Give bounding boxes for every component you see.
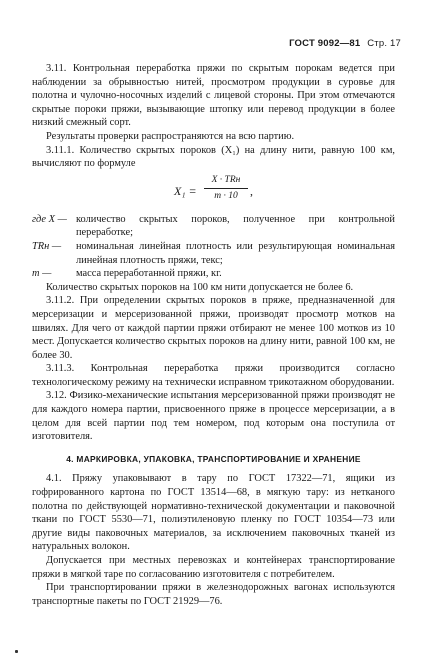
formula-denominator: m · 10 (214, 191, 238, 202)
definition-term: TRн — (32, 240, 62, 252)
formula-comma: , (250, 183, 253, 198)
scan-speck (15, 650, 18, 653)
formula-lhs: X₁ = (174, 183, 197, 198)
paragraph-3-11: 3.11. Контрольная переработка пряжи по скрытым порокам ведется при наблюдении за обрывностью нитей, просмотром продукции в суровье для полотна и чулочно-носочных изделий с лицевой стороны. При этом отмечаются скрытые пороки пряжи, вызывающие штопку или перевод продукции в более низкий смежный сорт. (32, 63, 395, 129)
paragraph-3-12: 3.12. Физико-механические испытания мерсеризованной пряжи производят не для каждого номера партии, присвоенного пряже в процессе мерсеризации, а в целом для всей партии под тем номером, под которым она поступила от изготовителя. (32, 390, 395, 443)
definition-term: где X — (32, 213, 67, 225)
variable-definitions (32, 213, 395, 281)
paragraph-rail: При транспортировании пряжи в железнодорожных вагонах используются транспортные пакеты по ГОСТ 21929—76. (32, 582, 395, 607)
definition-x (32, 213, 395, 240)
definition-text: масса переработанной пряжи, кг. (76, 268, 222, 280)
paragraph-4-1: 4.1. Пряжу упаковывают в тару по ГОСТ 17322—71, ящики из гофрированного картона по ГОСТ 13514—68, в мягкую тару: из нетканого полотна по действующей нормативно-технической документации и паковочной ткани по ГОСТ 5530—71, полиэтиленовую пленку по ГОСТ 10354—73 или другие виды паковочных материалов, за исключением паковочных тканей из натуральных волокон. (32, 473, 395, 553)
page-number: Стр. 17 (367, 38, 401, 49)
paragraph-3-11-3: 3.11.3. Контрольная переработка пряжи производится согласно технологическому режиму на технически исправном трикотажном оборудовании. (32, 363, 395, 388)
standard-number: ГОСТ 9092—81 (289, 38, 361, 49)
paragraph-transport: Допускается при местных перевозках и контейнерах транспортирование пряжи в мягкой таре по согласованию изготовителя с потребителем. (32, 555, 395, 580)
paragraph-count: Количество скрытых пороков на 100 км нити допускается не более 6. (46, 281, 354, 293)
formula-fraction (204, 174, 248, 204)
document-body (32, 62, 395, 608)
definition-text: количество скрытых пороков, полученное при контрольной переработке; (76, 213, 395, 239)
paragraph-3-11-2: 3.11.2. При определении скрытых пороков в пряже, предназначенной для мерсеризации и мерсеризованной пряжи, производят просмотр мотков на швилях. Для чего от каждой партии пряжи отбирают не менее 100 мотков из 10 мест. Допускается количество скрытых пороков на длину нити, равной 100 км, не более 30. (32, 295, 395, 361)
formula (32, 172, 395, 212)
definition-text: номинальная линейная плотность или результирующая номинальная линейная плотность пряжи, текс; (76, 240, 395, 266)
paragraph-3-11-1: 3.11.1. Количество скрытых пороков (X₁) на длину нити, равную 100 км, вычисляют по формуле (32, 144, 395, 170)
definition-m (32, 267, 395, 281)
section-title: 4. МАРКИРОВКА, УПАКОВКА, ТРАНСПОРТИРОВАНИЕ И ХРАНЕНИЕ (66, 453, 361, 464)
formula-numerator: X · TRн (204, 174, 248, 190)
page-header (289, 38, 401, 49)
paragraph-results: Результаты проверки распространяются на всю партию. (46, 130, 295, 142)
definition-t (32, 240, 395, 267)
definition-term: m — (32, 268, 52, 280)
